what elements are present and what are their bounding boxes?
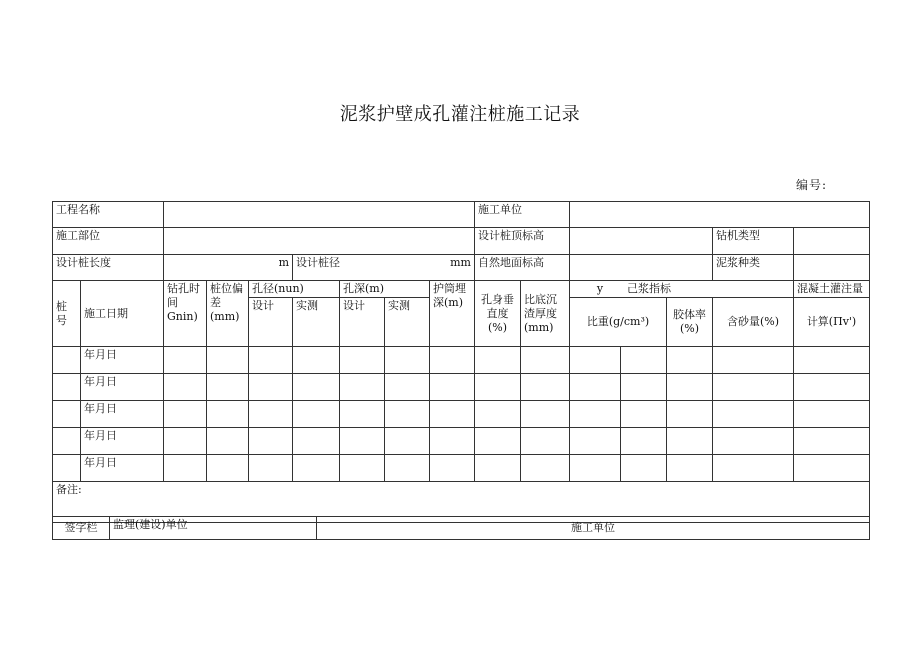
cell-pile-no[interactable] [53, 401, 81, 428]
cell-date[interactable]: 年月日 [81, 347, 164, 374]
sign-supervisor[interactable]: 监理(建设)单位 [110, 517, 317, 540]
cell-pile-no[interactable] [53, 374, 81, 401]
field-mud-type[interactable] [794, 255, 870, 281]
header-drill-time: 钻孔时间 Gnin) [164, 281, 207, 347]
header-casing-depth: 护筒埋深(m) [430, 281, 475, 347]
header-density: 比重(g/cm³) [570, 298, 667, 347]
unit-m: m [278, 256, 289, 269]
cell-date[interactable]: 年月日 [81, 455, 164, 482]
header-colloid: 胶体率(%) [667, 298, 713, 347]
remarks-label: 备注: [56, 483, 82, 496]
cell-pile-no[interactable] [53, 455, 81, 482]
field-design-length[interactable] [164, 255, 293, 281]
header-depth-design: 设计 [340, 298, 385, 347]
label-project-name: 工程名称 [53, 202, 164, 228]
label-mud-type: 泥浆种类 [713, 255, 794, 281]
signature-table [52, 516, 870, 540]
header-depth-actual: 实测 [385, 298, 430, 347]
unit-mm: mm [450, 256, 471, 269]
header-sand: 含砂量(%) [713, 298, 794, 347]
page-title: 泥浆护壁成孔灌注桩施工记录 [339, 104, 581, 125]
header-date: 施工日期 [81, 281, 164, 347]
field-design-top[interactable] [570, 228, 713, 255]
field-rig-type[interactable] [794, 228, 870, 255]
header-hole-diameter: 孔径(nun) [249, 281, 340, 298]
design-diameter-cell[interactable] [293, 255, 475, 281]
label-rig-type: 钻机类型 [713, 228, 794, 255]
header-hole-depth: 孔深(m) [340, 281, 430, 298]
header-sediment: 比底沉渣厚度(mm) [521, 281, 570, 347]
label-location: 施工部位 [53, 228, 164, 255]
table-row [53, 428, 870, 455]
label-contractor: 施工单位 [475, 202, 570, 228]
header-dia-design: 设计 [249, 298, 293, 347]
mud-index-label: 己浆指标 [627, 282, 671, 295]
header-mud-index [570, 281, 794, 298]
label-design-length: 设计桩长度 [53, 255, 164, 281]
sign-contractor[interactable]: 施工单位 [317, 517, 870, 540]
table-row [53, 347, 870, 374]
table-row [53, 401, 870, 428]
header-pile-deviation: 桩位偏差(mm) [207, 281, 249, 347]
cell-pile-no[interactable] [53, 347, 81, 374]
header-dia-actual: 实测 [293, 298, 340, 347]
document-number-label: 编号: [796, 178, 828, 192]
field-contractor[interactable] [570, 202, 870, 228]
header-hole-verticality: 孔身垂直度(%) [475, 281, 521, 347]
header-pile-no: 桩号 [53, 281, 81, 347]
mud-index-prefix: y [596, 282, 604, 295]
field-ground-elevation[interactable] [570, 255, 713, 281]
label-design-diameter: 设计桩径 [296, 256, 340, 269]
label-design-top: 设计桩顶标高 [475, 228, 570, 255]
header-concrete: 混凝土灌注量 [794, 281, 870, 298]
header-calc: 计算(Πv') [794, 298, 870, 347]
field-project-name[interactable] [164, 202, 475, 228]
field-location[interactable] [164, 228, 475, 255]
cell-pile-no[interactable] [53, 428, 81, 455]
table-row [53, 455, 870, 482]
cell-date[interactable]: 年月日 [81, 401, 164, 428]
sign-label: 签字栏 [53, 517, 110, 540]
cell-date[interactable]: 年月日 [81, 374, 164, 401]
table-row [53, 374, 870, 401]
label-ground-elevation: 自然地面标高 [475, 255, 570, 281]
cell-date[interactable]: 年月日 [81, 428, 164, 455]
construction-record-table [52, 201, 870, 523]
